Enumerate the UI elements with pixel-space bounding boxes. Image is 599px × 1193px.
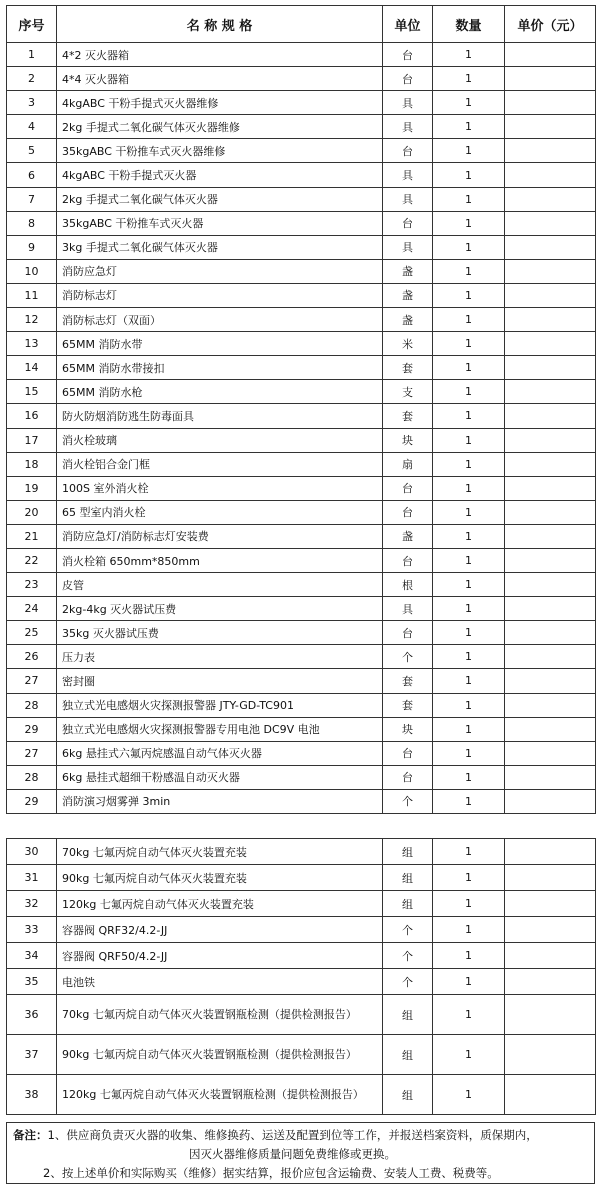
table-row bbox=[7, 995, 596, 1035]
row-price-cell bbox=[505, 91, 596, 115]
row-unit-cell: 台 bbox=[383, 500, 433, 524]
row-seq-cell: 16 bbox=[7, 404, 57, 428]
row-qty-cell: 1 bbox=[433, 211, 505, 235]
row-name-cell: 容器阀 QRF50/4.2-JJ bbox=[57, 943, 383, 969]
row-seq-cell: 10 bbox=[7, 259, 57, 283]
row-qty-cell: 1 bbox=[433, 765, 505, 789]
table-row bbox=[7, 139, 596, 163]
row-name-cell: 4*4 灭火器箱 bbox=[57, 67, 383, 91]
row-unit-cell: 具 bbox=[383, 187, 433, 211]
row-price-cell bbox=[505, 259, 596, 283]
row-price-cell bbox=[505, 969, 596, 995]
row-seq-cell: 37 bbox=[7, 1035, 57, 1075]
row-seq-cell: 22 bbox=[7, 548, 57, 572]
table-row bbox=[7, 548, 596, 572]
row-price-cell bbox=[505, 1075, 596, 1115]
row-price-cell bbox=[505, 235, 596, 259]
row-price-cell bbox=[505, 428, 596, 452]
row-unit-cell: 米 bbox=[383, 332, 433, 356]
row-seq-cell: 25 bbox=[7, 621, 57, 645]
table-row bbox=[7, 693, 596, 717]
row-price-cell bbox=[505, 741, 596, 765]
table-row bbox=[7, 67, 596, 91]
row-unit-cell: 根 bbox=[383, 573, 433, 597]
table-row bbox=[7, 476, 596, 500]
row-unit-cell: 盏 bbox=[383, 308, 433, 332]
table-row bbox=[7, 597, 596, 621]
row-qty-cell: 1 bbox=[433, 524, 505, 548]
table-row bbox=[7, 1075, 596, 1115]
row-unit-cell: 组 bbox=[383, 839, 433, 865]
row-price-cell bbox=[505, 308, 596, 332]
table-row bbox=[7, 969, 596, 995]
row-unit-cell: 套 bbox=[383, 669, 433, 693]
row-name-cell: 4*2 灭火器箱 bbox=[57, 43, 383, 67]
row-seq-cell: 1 bbox=[7, 43, 57, 67]
row-price-cell bbox=[505, 573, 596, 597]
row-unit-cell: 盏 bbox=[383, 524, 433, 548]
row-name-cell: 皮管 bbox=[57, 573, 383, 597]
row-name-cell: 消防演习烟雾弹 3min bbox=[57, 789, 383, 813]
table-row bbox=[7, 917, 596, 943]
row-seq-cell: 5 bbox=[7, 139, 57, 163]
row-seq-cell: 29 bbox=[7, 717, 57, 741]
header-name: 名 称 规 格 bbox=[57, 6, 383, 43]
row-name-cell: 消火栓玻璃 bbox=[57, 428, 383, 452]
row-name-cell: 6kg 悬挂式超细干粉感温自动灭火器 bbox=[57, 765, 383, 789]
table-row bbox=[7, 789, 596, 813]
row-seq-cell: 19 bbox=[7, 476, 57, 500]
row-qty-cell: 1 bbox=[433, 452, 505, 476]
table-row bbox=[7, 404, 596, 428]
row-price-cell bbox=[505, 404, 596, 428]
row-seq-cell: 6 bbox=[7, 163, 57, 187]
table-header-row bbox=[7, 6, 596, 43]
row-unit-cell: 具 bbox=[383, 597, 433, 621]
row-seq-cell: 32 bbox=[7, 891, 57, 917]
row-unit-cell: 具 bbox=[383, 115, 433, 139]
table-row bbox=[7, 943, 596, 969]
row-name-cell: 消火栓箱 650mm*850mm bbox=[57, 548, 383, 572]
row-qty-cell: 1 bbox=[433, 669, 505, 693]
table-row bbox=[7, 621, 596, 645]
row-name-cell: 65MM 消防水带接扣 bbox=[57, 356, 383, 380]
row-unit-cell: 具 bbox=[383, 235, 433, 259]
table-row bbox=[7, 717, 596, 741]
table-row bbox=[7, 187, 596, 211]
row-qty-cell: 1 bbox=[433, 621, 505, 645]
table-body-part-1 bbox=[7, 43, 596, 814]
row-price-cell bbox=[505, 597, 596, 621]
row-name-cell: 65MM 消防水带 bbox=[57, 332, 383, 356]
row-qty-cell: 1 bbox=[433, 573, 505, 597]
row-qty-cell: 1 bbox=[433, 308, 505, 332]
row-qty-cell: 1 bbox=[433, 163, 505, 187]
row-qty-cell: 1 bbox=[433, 91, 505, 115]
table-row bbox=[7, 211, 596, 235]
row-price-cell bbox=[505, 356, 596, 380]
row-name-cell: 4kgABC 干粉手提式灭火器 bbox=[57, 163, 383, 187]
row-seq-cell: 27 bbox=[7, 741, 57, 765]
row-price-cell bbox=[505, 789, 596, 813]
row-seq-cell: 28 bbox=[7, 693, 57, 717]
row-qty-cell: 1 bbox=[433, 67, 505, 91]
row-price-cell bbox=[505, 380, 596, 404]
row-unit-cell: 台 bbox=[383, 139, 433, 163]
row-seq-cell: 20 bbox=[7, 500, 57, 524]
row-qty-cell: 1 bbox=[433, 476, 505, 500]
row-seq-cell: 11 bbox=[7, 283, 57, 307]
header-seq: 序号 bbox=[7, 6, 57, 43]
row-price-cell bbox=[505, 943, 596, 969]
row-price-cell bbox=[505, 211, 596, 235]
row-qty-cell: 1 bbox=[433, 115, 505, 139]
table-row bbox=[7, 865, 596, 891]
row-price-cell bbox=[505, 67, 596, 91]
row-unit-cell: 盏 bbox=[383, 259, 433, 283]
row-price-cell bbox=[505, 645, 596, 669]
row-name-cell: 2kg-4kg 灭火器试压费 bbox=[57, 597, 383, 621]
row-unit-cell: 套 bbox=[383, 404, 433, 428]
row-qty-cell: 1 bbox=[433, 356, 505, 380]
row-seq-cell: 14 bbox=[7, 356, 57, 380]
row-seq-cell: 35 bbox=[7, 969, 57, 995]
row-seq-cell: 4 bbox=[7, 115, 57, 139]
row-qty-cell: 1 bbox=[433, 43, 505, 67]
row-seq-cell: 8 bbox=[7, 211, 57, 235]
row-name-cell: 100S 室外消火栓 bbox=[57, 476, 383, 500]
row-unit-cell: 组 bbox=[383, 1035, 433, 1075]
remark-line-1-cont: 因灭火器维修质量问题免费维修或更换。 bbox=[189, 1147, 396, 1161]
remarks-box bbox=[6, 1122, 595, 1184]
row-unit-cell: 套 bbox=[383, 693, 433, 717]
remark-line-2: 2、按上述单价和实际购买（维修）据实结算，报价应包含运输费、安装人工费、税费等。 bbox=[43, 1166, 499, 1180]
row-price-cell bbox=[505, 163, 596, 187]
table-row bbox=[7, 645, 596, 669]
row-seq-cell: 13 bbox=[7, 332, 57, 356]
table-row bbox=[7, 428, 596, 452]
table-row bbox=[7, 115, 596, 139]
table-row bbox=[7, 891, 596, 917]
row-unit-cell: 具 bbox=[383, 163, 433, 187]
row-price-cell bbox=[505, 115, 596, 139]
row-name-cell: 120kg 七氟丙烷自动气体灭火装置钢瓶检测（提供检测报告） bbox=[57, 1075, 383, 1115]
row-name-cell: 6kg 悬挂式六氟丙烷感温自动气体灭火器 bbox=[57, 741, 383, 765]
row-name-cell: 2kg 手提式二氧化碳气体灭火器 bbox=[57, 187, 383, 211]
row-seq-cell: 36 bbox=[7, 995, 57, 1035]
row-qty-cell: 1 bbox=[433, 404, 505, 428]
row-price-cell bbox=[505, 1035, 596, 1075]
row-unit-cell: 个 bbox=[383, 645, 433, 669]
row-name-cell: 3kg 手提式二氧化碳气体灭火器 bbox=[57, 235, 383, 259]
row-unit-cell: 个 bbox=[383, 969, 433, 995]
table-row bbox=[7, 308, 596, 332]
table-row bbox=[7, 741, 596, 765]
row-name-cell: 消防应急灯 bbox=[57, 259, 383, 283]
row-seq-cell: 18 bbox=[7, 452, 57, 476]
row-name-cell: 35kgABC 干粉推车式灭火器 bbox=[57, 211, 383, 235]
row-seq-cell: 3 bbox=[7, 91, 57, 115]
row-name-cell: 消防标志灯（双面） bbox=[57, 308, 383, 332]
row-unit-cell: 组 bbox=[383, 891, 433, 917]
row-seq-cell: 23 bbox=[7, 573, 57, 597]
row-unit-cell: 块 bbox=[383, 717, 433, 741]
row-name-cell: 独立式光电感烟火灾探测报警器 JTY-GD-TC901 bbox=[57, 693, 383, 717]
row-name-cell: 密封圈 bbox=[57, 669, 383, 693]
row-price-cell bbox=[505, 476, 596, 500]
row-price-cell bbox=[505, 621, 596, 645]
remark-label: 备注： bbox=[13, 1128, 48, 1142]
row-unit-cell: 支 bbox=[383, 380, 433, 404]
row-qty-cell: 1 bbox=[433, 1035, 505, 1075]
table-row bbox=[7, 380, 596, 404]
row-seq-cell: 2 bbox=[7, 67, 57, 91]
row-price-cell bbox=[505, 332, 596, 356]
row-unit-cell: 个 bbox=[383, 943, 433, 969]
row-name-cell: 35kgABC 干粉推车式灭火器维修 bbox=[57, 139, 383, 163]
row-seq-cell: 24 bbox=[7, 597, 57, 621]
table-row bbox=[7, 765, 596, 789]
row-qty-cell: 1 bbox=[433, 597, 505, 621]
header-qty: 数量 bbox=[433, 6, 505, 43]
row-name-cell: 90kg 七氟丙烷自动气体灭火装置充装 bbox=[57, 865, 383, 891]
row-price-cell bbox=[505, 548, 596, 572]
row-price-cell bbox=[505, 693, 596, 717]
page-break-gap bbox=[0, 826, 599, 838]
row-price-cell bbox=[505, 995, 596, 1035]
row-price-cell bbox=[505, 500, 596, 524]
row-qty-cell: 1 bbox=[433, 380, 505, 404]
row-qty-cell: 1 bbox=[433, 548, 505, 572]
row-qty-cell: 1 bbox=[433, 839, 505, 865]
row-price-cell bbox=[505, 669, 596, 693]
row-qty-cell: 1 bbox=[433, 283, 505, 307]
row-qty-cell: 1 bbox=[433, 332, 505, 356]
row-qty-cell: 1 bbox=[433, 187, 505, 211]
row-name-cell: 90kg 七氟丙烷自动气体灭火装置钢瓶检测（提供检测报告） bbox=[57, 1035, 383, 1075]
row-price-cell bbox=[505, 43, 596, 67]
row-name-cell: 压力表 bbox=[57, 645, 383, 669]
row-unit-cell: 组 bbox=[383, 865, 433, 891]
row-seq-cell: 38 bbox=[7, 1075, 57, 1115]
row-seq-cell: 34 bbox=[7, 943, 57, 969]
row-qty-cell: 1 bbox=[433, 1075, 505, 1115]
row-qty-cell: 1 bbox=[433, 500, 505, 524]
row-seq-cell: 15 bbox=[7, 380, 57, 404]
row-price-cell bbox=[505, 283, 596, 307]
row-qty-cell: 1 bbox=[433, 789, 505, 813]
row-qty-cell: 1 bbox=[433, 428, 505, 452]
row-unit-cell: 台 bbox=[383, 43, 433, 67]
row-qty-cell: 1 bbox=[433, 917, 505, 943]
remark-1-text: 1、供应商负责灭火器的收集、维修换药、运送及配置到位等工作，并报送档案资料，质保期内， bbox=[47, 1128, 538, 1142]
row-qty-cell: 1 bbox=[433, 891, 505, 917]
row-unit-cell: 个 bbox=[383, 789, 433, 813]
row-qty-cell: 1 bbox=[433, 943, 505, 969]
row-qty-cell: 1 bbox=[433, 693, 505, 717]
row-qty-cell: 1 bbox=[433, 969, 505, 995]
row-unit-cell: 组 bbox=[383, 1075, 433, 1115]
row-name-cell: 70kg 七氟丙烷自动气体灭火装置钢瓶检测（提供检测报告） bbox=[57, 995, 383, 1035]
table-row bbox=[7, 452, 596, 476]
row-qty-cell: 1 bbox=[433, 645, 505, 669]
row-unit-cell: 台 bbox=[383, 476, 433, 500]
table-row bbox=[7, 669, 596, 693]
price-table-part-1 bbox=[6, 5, 596, 814]
row-name-cell: 容器阀 QRF32/4.2-JJ bbox=[57, 917, 383, 943]
table-row bbox=[7, 235, 596, 259]
row-seq-cell: 9 bbox=[7, 235, 57, 259]
row-name-cell: 消火栓铝合金门框 bbox=[57, 452, 383, 476]
row-name-cell: 70kg 七氟丙烷自动气体灭火装置充装 bbox=[57, 839, 383, 865]
row-name-cell: 35kg 灭火器试压费 bbox=[57, 621, 383, 645]
row-name-cell: 4kgABC 干粉手提式灭火器维修 bbox=[57, 91, 383, 115]
row-price-cell bbox=[505, 524, 596, 548]
row-seq-cell: 29 bbox=[7, 789, 57, 813]
table-body-part-2 bbox=[7, 839, 596, 1115]
row-price-cell bbox=[505, 717, 596, 741]
remark-line-1 bbox=[13, 1126, 588, 1145]
table-row bbox=[7, 43, 596, 67]
row-seq-cell: 26 bbox=[7, 645, 57, 669]
row-unit-cell: 扇 bbox=[383, 452, 433, 476]
table-row bbox=[7, 356, 596, 380]
row-qty-cell: 1 bbox=[433, 235, 505, 259]
row-qty-cell: 1 bbox=[433, 865, 505, 891]
row-seq-cell: 7 bbox=[7, 187, 57, 211]
row-price-cell bbox=[505, 865, 596, 891]
row-unit-cell: 块 bbox=[383, 428, 433, 452]
row-name-cell: 消防标志灯 bbox=[57, 283, 383, 307]
row-unit-cell: 个 bbox=[383, 917, 433, 943]
row-name-cell: 消防应急灯/消防标志灯安装费 bbox=[57, 524, 383, 548]
row-name-cell: 65 型室内消火栓 bbox=[57, 500, 383, 524]
row-price-cell bbox=[505, 765, 596, 789]
row-qty-cell: 1 bbox=[433, 717, 505, 741]
row-unit-cell: 具 bbox=[383, 91, 433, 115]
row-seq-cell: 21 bbox=[7, 524, 57, 548]
row-name-cell: 2kg 手提式二氧化碳气体灭火器维修 bbox=[57, 115, 383, 139]
table-row bbox=[7, 283, 596, 307]
row-unit-cell: 台 bbox=[383, 765, 433, 789]
table-row bbox=[7, 839, 596, 865]
table-row bbox=[7, 1035, 596, 1075]
table-row bbox=[7, 163, 596, 187]
row-price-cell bbox=[505, 917, 596, 943]
price-table-part-2 bbox=[6, 838, 596, 1115]
table-row bbox=[7, 259, 596, 283]
row-name-cell: 独立式光电感烟火灾探测报警器专用电池 DC9V 电池 bbox=[57, 717, 383, 741]
row-unit-cell: 台 bbox=[383, 67, 433, 91]
row-price-cell bbox=[505, 891, 596, 917]
row-name-cell: 防火防烟消防逃生防毒面具 bbox=[57, 404, 383, 428]
row-unit-cell: 套 bbox=[383, 356, 433, 380]
row-seq-cell: 33 bbox=[7, 917, 57, 943]
row-name-cell: 65MM 消防水枪 bbox=[57, 380, 383, 404]
row-price-cell bbox=[505, 452, 596, 476]
row-qty-cell: 1 bbox=[433, 995, 505, 1035]
row-qty-cell: 1 bbox=[433, 259, 505, 283]
row-seq-cell: 27 bbox=[7, 669, 57, 693]
row-seq-cell: 12 bbox=[7, 308, 57, 332]
row-price-cell bbox=[505, 139, 596, 163]
table-row bbox=[7, 573, 596, 597]
row-name-cell: 120kg 七氟丙烷自动气体灭火装置充装 bbox=[57, 891, 383, 917]
row-price-cell bbox=[505, 187, 596, 211]
row-unit-cell: 台 bbox=[383, 211, 433, 235]
row-seq-cell: 28 bbox=[7, 765, 57, 789]
row-unit-cell: 台 bbox=[383, 621, 433, 645]
row-name-cell: 电池铁 bbox=[57, 969, 383, 995]
row-seq-cell: 30 bbox=[7, 839, 57, 865]
row-unit-cell: 台 bbox=[383, 548, 433, 572]
row-unit-cell: 组 bbox=[383, 995, 433, 1035]
row-seq-cell: 17 bbox=[7, 428, 57, 452]
table-row bbox=[7, 524, 596, 548]
row-unit-cell: 台 bbox=[383, 741, 433, 765]
header-price: 单价（元） bbox=[505, 6, 596, 43]
row-price-cell bbox=[505, 839, 596, 865]
row-qty-cell: 1 bbox=[433, 139, 505, 163]
table-row bbox=[7, 91, 596, 115]
table-row bbox=[7, 332, 596, 356]
row-seq-cell: 31 bbox=[7, 865, 57, 891]
row-qty-cell: 1 bbox=[433, 741, 505, 765]
header-unit: 单位 bbox=[383, 6, 433, 43]
table-row bbox=[7, 500, 596, 524]
row-unit-cell: 盏 bbox=[383, 283, 433, 307]
